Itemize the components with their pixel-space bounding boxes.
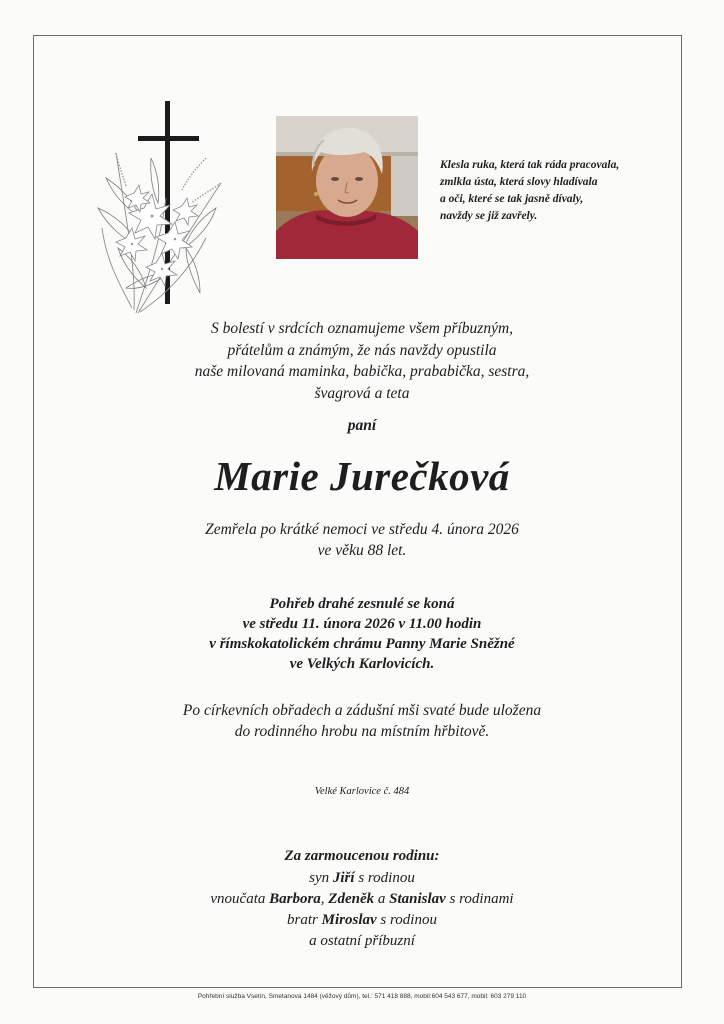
- funeral-line: Pohřeb drahé zesnulé se koná: [269, 596, 455, 612]
- family-line-grandchildren: [0, 889, 724, 910]
- portrait-photo: [276, 116, 418, 259]
- poem-line: navždy se již zavřely.: [440, 210, 538, 222]
- intro-line: švagrová a teta: [314, 384, 410, 402]
- death-details: [0, 519, 724, 561]
- burial-line: Po církevních obřadech a zádušní mši svaté bude uložena: [182, 702, 542, 719]
- son-prefix: syn: [309, 870, 333, 886]
- funeral-line: ve středu 11. února 2026 v 11.00 hodin: [242, 616, 482, 632]
- intro-line: naše milovaná maminka, babička, prababička, sestra,: [194, 363, 530, 380]
- cross-with-lilies-icon: [96, 98, 228, 320]
- honorific: paní: [347, 417, 377, 434]
- son-name: Jiří: [332, 870, 355, 886]
- brother-prefix: bratr: [287, 912, 322, 928]
- burial-details: [0, 700, 724, 742]
- funeral-line: ve Velkých Karlovicích.: [289, 656, 435, 672]
- death-line: Zemřela po krátké nemoci ve středu 4. února 2026: [205, 521, 519, 538]
- son-suffix: s rodinou: [354, 870, 415, 886]
- brother-name: Miroslav: [321, 912, 377, 928]
- funeral-details: [0, 594, 724, 674]
- separator: ,: [320, 891, 329, 907]
- grandchild-name: Barbora: [269, 891, 321, 907]
- funeral-service-footer: Pohřební služba Vsetín, Smetanova 1484 (věžový dům), tel.: 571 418 888, mobil:604 543 677, mobil: 603 279 110: [197, 993, 527, 1000]
- announcement-intro: [0, 318, 724, 404]
- family-list: [0, 868, 724, 952]
- grandchild-name: Stanislav: [389, 891, 446, 907]
- family-line-brother: [0, 910, 724, 931]
- brother-suffix: s rodinou: [376, 912, 437, 928]
- deceased-name: Marie Jurečková: [214, 453, 510, 499]
- family-heading: Za zarmoucenou rodinu:: [284, 848, 440, 864]
- memorial-poem: [440, 157, 690, 225]
- burial-line: do rodinného hrobu na místním hřbitově.: [234, 723, 490, 740]
- poem-line: a oči, které se tak jasně dívaly,: [440, 193, 584, 205]
- family-line-others: a ostatní příbuzní: [309, 933, 415, 949]
- poem-line: Klesla ruka, která tak ráda pracovala,: [440, 159, 620, 171]
- family-line-son: [0, 868, 724, 889]
- grandchildren-prefix: vnoučata: [210, 891, 270, 907]
- separator: a: [374, 891, 390, 907]
- death-line: ve věku 88 let.: [317, 542, 407, 559]
- poem-line: zmlkla ústa, která slovy hladívala: [440, 176, 598, 188]
- intro-line: přátelům a známým, že nás navždy opustila: [227, 341, 497, 359]
- grandchildren-suffix: s rodinami: [445, 891, 514, 907]
- intro-line: S bolestí v srdcích oznamujeme všem příbuzným,: [210, 320, 514, 337]
- address: Velké Karlovice č. 484: [314, 786, 410, 797]
- funeral-line: v římskokatolickém chrámu Panny Marie Sněžné: [209, 636, 515, 652]
- grandchild-name: Zdeněk: [328, 891, 375, 907]
